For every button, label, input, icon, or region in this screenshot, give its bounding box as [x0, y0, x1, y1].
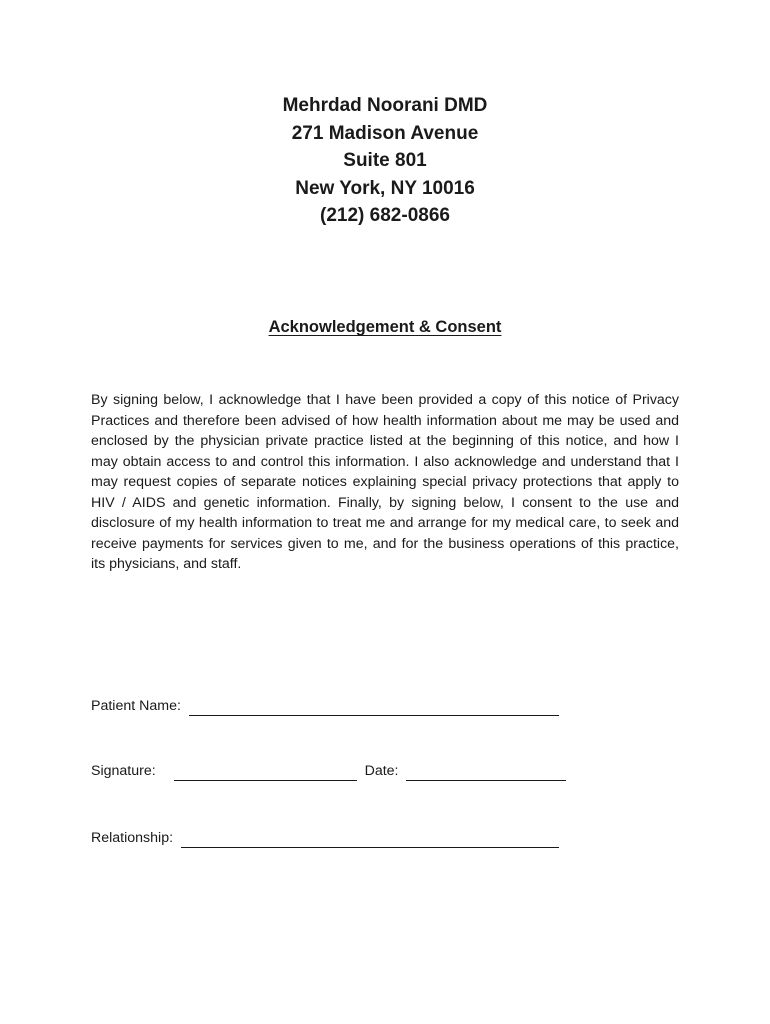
- city-state-zip: New York, NY 10016: [295, 177, 475, 199]
- phone-number: (212) 682-0866: [320, 205, 450, 226]
- patient-name-field: [91, 696, 559, 716]
- relationship-blank[interactable]: [181, 830, 559, 848]
- signature-label: Signature:: [91, 763, 156, 779]
- date-blank[interactable]: [406, 763, 566, 781]
- document-title: Acknowledgement & Consent: [268, 318, 502, 336]
- consent-paragraph: By signing below, I acknowledge that I have been provided a copy of this notice of Privacy Practices and therefore been advised of how health information about me may be used and enclosed by the physician private practice listed at the beginning of this notice, and how I may obtain access to and control this information. I also acknowledge and understand that I may request copies of separate notices explaining special privacy protections that apply to HIV / AIDS and genetic information. Finally, by signing below, I consent to the use and disclosure of my health information to treat me and arrange for my medical care, to seek and receive payments for services given to me, and for the business operations of this practice, its physicians, and staff.: [91, 392, 679, 572]
- date-label: Date:: [364, 763, 399, 779]
- suite: Suite 801: [343, 150, 427, 171]
- patient-name-label: Patient Name:: [91, 698, 181, 714]
- practice-name: Mehrdad Noorani DMD: [282, 95, 488, 116]
- signature-row: [91, 761, 566, 781]
- signature-blank[interactable]: [174, 763, 357, 781]
- patient-name-blank[interactable]: [189, 698, 559, 716]
- practice-header: [0, 92, 770, 230]
- relationship-label: Relationship:: [91, 830, 174, 846]
- street-address: 271 Madison Avenue: [291, 122, 479, 144]
- relationship-field: [91, 828, 559, 848]
